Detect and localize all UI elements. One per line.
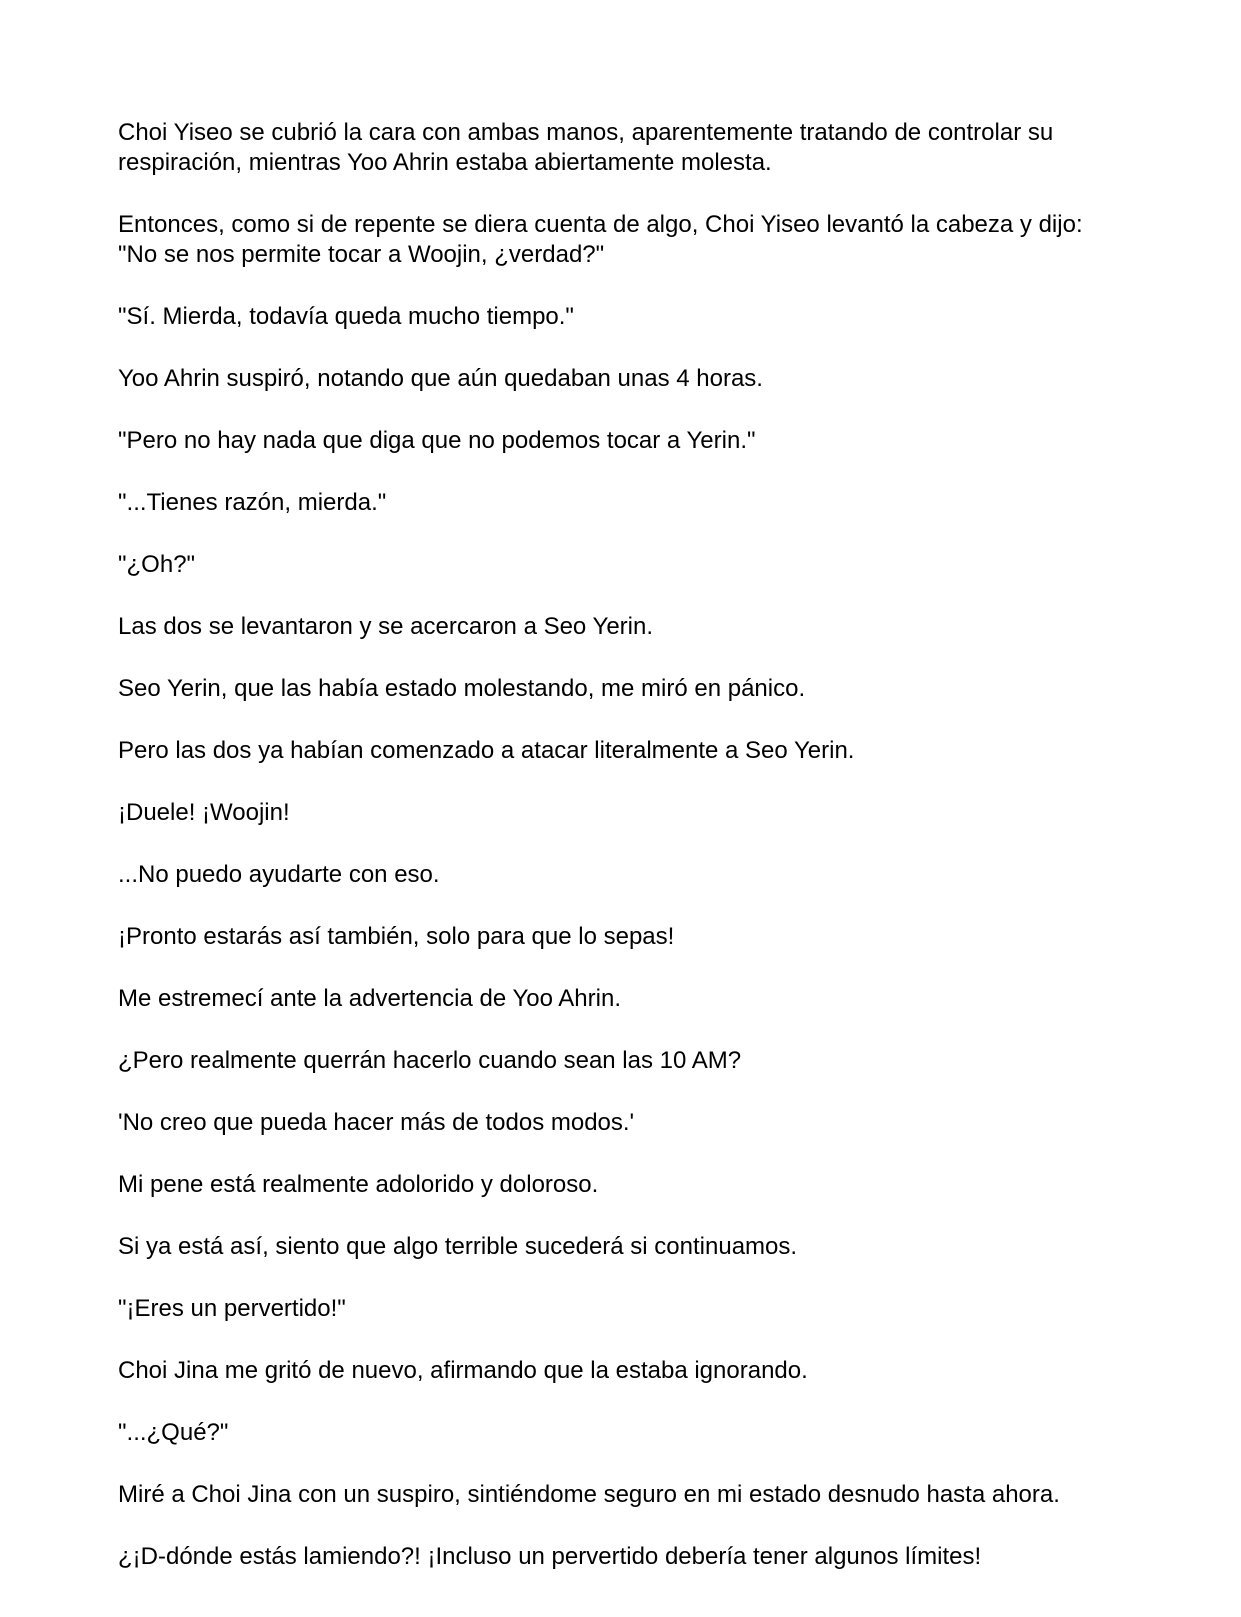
- paragraph-2: Entonces, como si de repente se diera cuenta de algo, Choi Yiseo levantó la cabeza y dijo: "No se nos permite tocar a Woojin, ¿verdad?": [118, 211, 1083, 268]
- paragraph-4: Yoo Ahrin suspiró, notando que aún quedaban unas 4 horas.: [118, 365, 763, 392]
- paragraph-13: ¡Pronto estarás así también, solo para que lo sepas!: [118, 923, 675, 950]
- paragraph-19: "¡Eres un pervertido!": [118, 1295, 346, 1322]
- paragraph-3: "Sí. Mierda, todavía queda mucho tiempo.": [118, 303, 574, 330]
- paragraph-8: Las dos se levantaron y se acercaron a Seo Yerin.: [118, 613, 654, 640]
- paragraph-17: Mi pene está realmente adolorido y doloroso.: [118, 1171, 599, 1198]
- paragraph-6: "...Tienes razón, mierda.": [118, 489, 387, 516]
- paragraph-21: "...¿Qué?": [118, 1419, 229, 1446]
- paragraph-22: Miré a Choi Jina con un suspiro, sintiéndome seguro en mi estado desnudo hasta ahora.: [118, 1481, 1060, 1508]
- paragraph-11: ¡Duele! ¡Woojin!: [118, 799, 290, 826]
- paragraph-18: Si ya está así, siento que algo terrible sucederá si continuamos.: [118, 1233, 798, 1260]
- paragraph-23: ¿¡D-dónde estás lamiendo?! ¡Incluso un pervertido debería tener algunos límites!: [118, 1543, 982, 1570]
- document-body: [118, 118, 1118, 1604]
- paragraph-14: Me estremecí ante la advertencia de Yoo Ahrin.: [118, 985, 621, 1012]
- paragraph-16: 'No creo que pueda hacer más de todos modos.': [118, 1109, 635, 1136]
- paragraph-15: ¿Pero realmente querrán hacerlo cuando sean las 10 AM?: [118, 1047, 742, 1074]
- paragraph-5: "Pero no hay nada que diga que no podemos tocar a Yerin.": [118, 427, 756, 454]
- paragraph-1: Choi Yiseo se cubrió la cara con ambas manos, aparentemente tratando de controlar su respiración, mientras Yoo Ahrin estaba abiertamente molesta.: [118, 119, 1054, 176]
- paragraph-10: Pero las dos ya habían comenzado a atacar literalmente a Seo Yerin.: [118, 737, 855, 764]
- paragraph-9: Seo Yerin, que las había estado molestando, me miró en pánico.: [118, 675, 806, 702]
- paragraph-20: Choi Jina me gritó de nuevo, afirmando que la estaba ignorando.: [118, 1357, 808, 1384]
- paragraph-12: ...No puedo ayudarte con eso.: [118, 861, 440, 888]
- paragraph-7: "¿Oh?": [118, 551, 196, 578]
